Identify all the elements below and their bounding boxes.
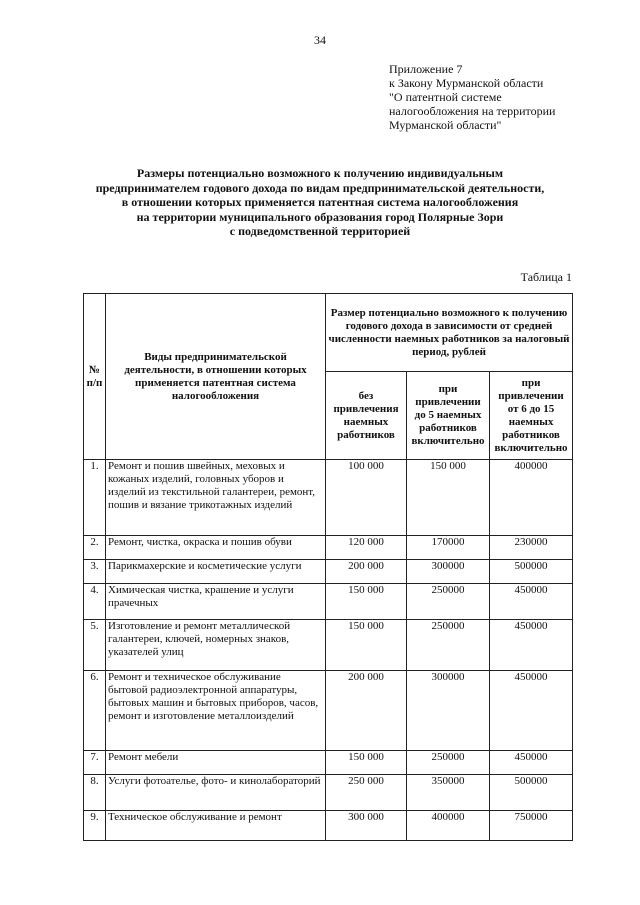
row-value-6-to-15: 500000 <box>490 775 573 811</box>
row-value-no-workers: 150 000 <box>326 584 407 620</box>
row-value-up-to-5: 250000 <box>407 751 490 775</box>
row-number: 8. <box>84 775 106 811</box>
appendix-block <box>389 62 609 132</box>
row-value-no-workers: 250 000 <box>326 775 407 811</box>
appendix-line: Мурманской области" <box>389 118 502 132</box>
table-row <box>84 811 573 841</box>
header-income: Размер потенциально возможного к получению годового дохода в зависимости от средней численности наемных работников за налоговый период, рублей <box>326 294 573 372</box>
page-number: 34 <box>314 33 326 47</box>
table-row <box>84 560 573 584</box>
row-activity: Услуги фотоателье, фото- и кинолабораторий <box>106 775 326 811</box>
row-value-6-to-15: 450000 <box>490 620 573 671</box>
title-line: на территории муниципального образования город Полярные Зори <box>136 209 504 224</box>
row-activity: Ремонт и техническое обслуживание бытовой радиоэлектронной аппаратуры, бытовых машин и бытовых приборов, часов, ремонт и изготовление металлоизделий <box>106 671 326 751</box>
row-value-no-workers: 300 000 <box>326 811 407 841</box>
income-table <box>83 293 573 841</box>
row-value-6-to-15: 500000 <box>490 560 573 584</box>
row-number: 9. <box>84 811 106 841</box>
row-number: 3. <box>84 560 106 584</box>
table-row <box>84 584 573 620</box>
table-row <box>84 775 573 811</box>
row-value-up-to-5: 170000 <box>407 536 490 560</box>
row-value-6-to-15: 230000 <box>490 536 573 560</box>
row-value-up-to-5: 400000 <box>407 811 490 841</box>
row-value-up-to-5: 300000 <box>407 560 490 584</box>
row-number: 7. <box>84 751 106 775</box>
row-value-no-workers: 150 000 <box>326 620 407 671</box>
row-activity: Парикмахерские и косметические услуги <box>106 560 326 584</box>
row-activity: Изготовление и ремонт металлической галантереи, ключей, номерных знаков, указателей улиц <box>106 620 326 671</box>
table-row <box>84 751 573 775</box>
row-value-up-to-5: 350000 <box>407 775 490 811</box>
row-value-up-to-5: 250000 <box>407 620 490 671</box>
title-line: предпринимателем годового дохода по видам предпринимательской деятельности, <box>95 180 545 195</box>
header-up-to-5: при привлечении до 5 наемных работников включительно <box>407 372 490 460</box>
row-activity: Ремонт мебели <box>106 751 326 775</box>
header-number: № п/п <box>84 294 106 460</box>
row-number: 6. <box>84 671 106 751</box>
row-number: 2. <box>84 536 106 560</box>
row-activity: Химическая чистка, крашение и услуги прачечных <box>106 584 326 620</box>
title-line: с подведомственной территорией <box>229 224 411 238</box>
table-row <box>84 460 573 536</box>
row-value-6-to-15: 750000 <box>490 811 573 841</box>
table-label: Таблица 1 <box>520 270 572 284</box>
row-value-up-to-5: 150 000 <box>407 460 490 536</box>
row-value-6-to-15: 450000 <box>490 671 573 751</box>
row-value-no-workers: 200 000 <box>326 671 407 751</box>
row-value-no-workers: 120 000 <box>326 536 407 560</box>
row-number: 4. <box>84 584 106 620</box>
table-row <box>84 671 573 751</box>
row-value-up-to-5: 250000 <box>407 584 490 620</box>
row-value-no-workers: 100 000 <box>326 460 407 536</box>
appendix-line: "О патентной системе <box>389 90 502 104</box>
row-value-no-workers: 150 000 <box>326 751 407 775</box>
appendix-line: Приложение 7 <box>389 62 463 76</box>
document-title <box>60 166 580 239</box>
row-number: 1. <box>84 460 106 536</box>
table-row <box>84 536 573 560</box>
row-activity: Техническое обслуживание и ремонт <box>106 811 326 841</box>
row-value-up-to-5: 300000 <box>407 671 490 751</box>
table-row <box>84 620 573 671</box>
row-activity: Ремонт, чистка, окраска и пошив обуви <box>106 536 326 560</box>
row-number: 5. <box>84 620 106 671</box>
row-value-6-to-15: 400000 <box>490 460 573 536</box>
row-value-6-to-15: 450000 <box>490 584 573 620</box>
title-line: Размеры потенциально возможного к получению индивидуальным <box>136 166 504 180</box>
header-activity: Виды предпринимательской деятельности, в отношении которых применяется патентная система налогообложения <box>106 294 326 460</box>
row-value-no-workers: 200 000 <box>326 560 407 584</box>
title-line: в отношении которых применяется патентная система налогообложения <box>121 195 519 209</box>
row-activity: Ремонт и пошив швейных, меховых и кожаных изделий, головных уборов и изделий из текстильной галантереи, ремонт, пошив и вязание трикотажных изделий <box>106 460 326 536</box>
header-no-workers: без привлечения наемных работников <box>326 372 407 460</box>
appendix-line: налогообложения на территории <box>389 104 556 118</box>
appendix-line: к Закону Мурманской области <box>389 76 544 90</box>
header-6-to-15: при привлечении от 6 до 15 наемных работников включительно <box>490 372 573 460</box>
row-value-6-to-15: 450000 <box>490 751 573 775</box>
